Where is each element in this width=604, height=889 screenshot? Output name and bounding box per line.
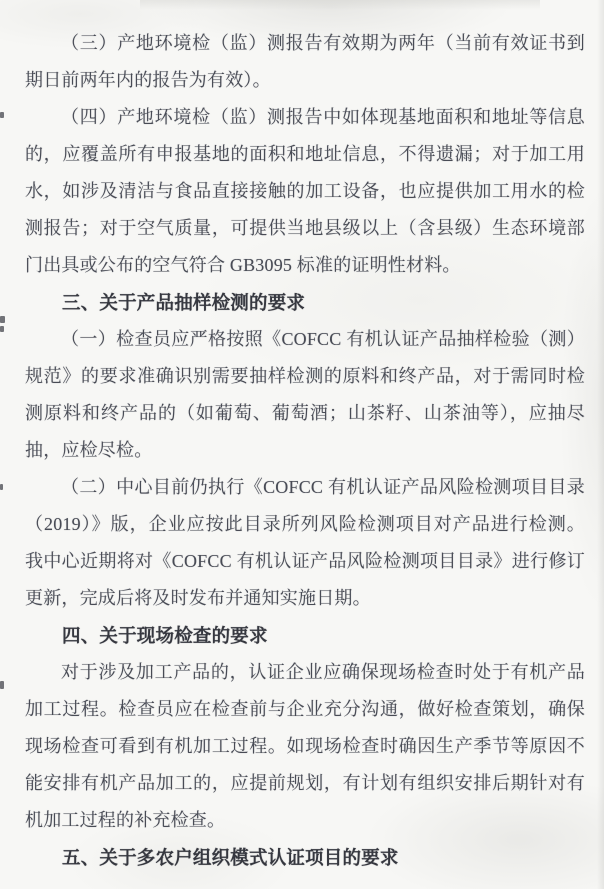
text-line: （2019）》版，企业应按此目录所列风险检测项目对产品进行检测。 — [25, 514, 585, 534]
heading-line: 四、关于现场检查的要求 — [62, 625, 268, 646]
section-heading — [25, 617, 585, 654]
text-line: 的，应覆盖所有申报基地的面积和地址信息，不得遗漏；对于加工用 — [25, 144, 585, 164]
section-heading — [25, 839, 585, 876]
text-line: （四）产地环境检（监）测报告中如体现基地面积和地址等信息 — [61, 107, 585, 127]
paragraph — [25, 99, 585, 284]
text-line: 规范》的要求准确识别需要抽样检测的原料和终产品，对于需同时检 — [25, 366, 585, 386]
paragraph — [25, 469, 585, 617]
text-line: 水，如涉及清洁与食品直接接触的加工设备，也应提供加工用水的检 — [25, 181, 585, 201]
text-line: （三）产地环境检（监）测报告有效期为两年（当前有效证书到 — [61, 33, 585, 53]
text-line: 现场检查可看到有机加工过程。如现场检查时确因生产季节等原因不 — [25, 736, 585, 756]
heading-line: 三、关于产品抽样检测的要求 — [62, 292, 306, 313]
text-line: 对于涉及加工产品的，认证企业应确保现场检查时处于有机产品 — [61, 662, 585, 682]
text-line: 测原料和终产品的（如葡萄、葡萄酒；山茶籽、山茶油等），应抽尽 — [25, 403, 585, 423]
text-line: （二）中心目前仍执行《COFCC 有机认证产品风险检测项目目录 — [61, 477, 585, 497]
text-line: 加工过程。检查员应在检查前与企业充分沟通，做好检查策划，确保 — [25, 699, 585, 719]
text-line: 期日前两年内的报告为有效）。 — [25, 70, 271, 90]
text-line: 我中心近期将对《COFCC 有机认证产品风险检测项目目录》进行修订 — [25, 551, 585, 571]
text-line: 抽，应检尽检。 — [25, 440, 153, 460]
text-line: 能安排有机产品加工的，应提前规划，有计划有组织安排后期针对有 — [25, 773, 585, 793]
section-heading — [25, 284, 585, 321]
text-line: 机加工过程的补充检查。 — [25, 810, 226, 830]
paragraph — [25, 654, 585, 839]
paragraph — [25, 321, 585, 469]
text-line: （一）检查员应严格按照《COFCC 有机认证产品抽样检验（测） — [61, 329, 585, 349]
text-line: 门出具或公布的空气符合 GB3095 标准的证明性材料。 — [25, 255, 461, 275]
heading-line: 五、关于多农户组织模式认证项目的要求 — [62, 847, 399, 868]
text-line: 更新，完成后将及时发布并通知实施日期。 — [25, 588, 371, 608]
text-line: 测报告；对于空气质量，可提供当地县级以上（含县级）生态环境部 — [25, 218, 585, 238]
paragraph — [25, 25, 585, 99]
